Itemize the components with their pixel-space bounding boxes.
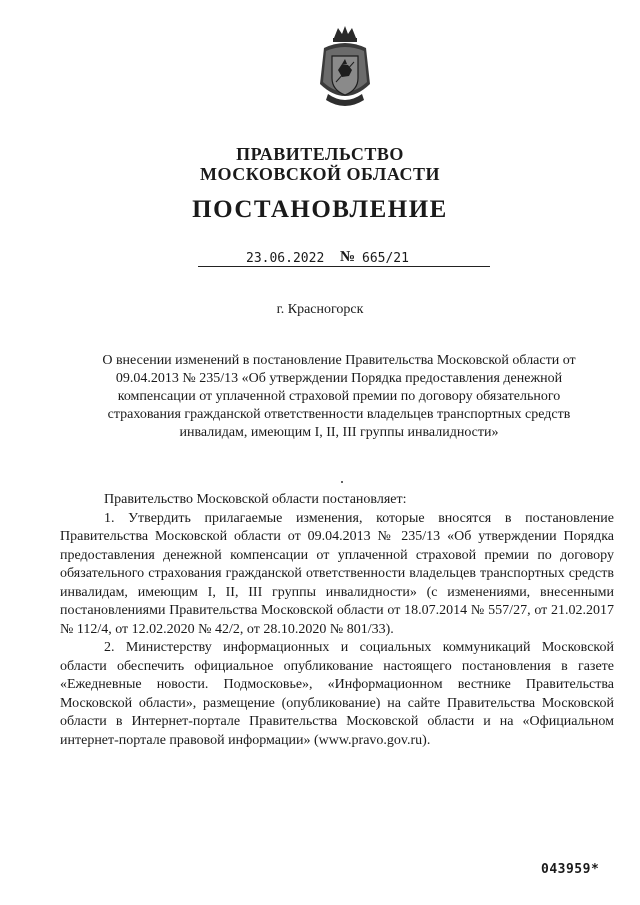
number-sign: № (340, 249, 356, 265)
body-item-1-paragraph: 1. Утвердить прилагаемые изменения, которые вносятся в постановление Правительства Московской области от 09.04.2013 № 235/13 «Об утверждении Порядка предоставления денежной компенсации от уплаченной страховой премии по договору обязательного страхования гражданской ответственности владельцев транспортных средств инвалидам, имеющим I, II, III группы инвалидности» (с изменениями, внесенными постановлениями Правительства Московской области от 18.07.2014 № 557/27, от 21.02.2017 № 112/4, от 12.02.2020 № 42/2, от 28.10.2020 № 801/33). (60, 510, 614, 637)
government-name-line1: ПРАВИТЕЛЬСТВО (236, 144, 404, 164)
document-subject: О внесении изменений в постановление Правительства Московской области от 09.04.2013 № 235/13 «Об утверждении Порядка предоставления денежной компенсации от уплаченной страховой премии по договору обязательного страхования гражданской ответственности владельцев транспортных средств инвалидам, имеющим I, II, III группы инвалидности» (102, 353, 576, 440)
body-intro-paragraph: Правительство Московской области постановляет: (104, 492, 407, 507)
document-number: 665/21 (362, 251, 409, 266)
city-name: г. Красногорск (276, 302, 364, 317)
body-item-2-paragraph: 2. Министерству информационных и социальных коммуникаций Московской области обеспечить официальное опубликование настоящего постановления в газете «Ежедневные новости. Подмосковье», «Информационном вестнике Правительства Московской области», размещение (опубликование) на сайте Правительства Московской области в Интернет-портале Правительства Московской области и на «Официальном интернет-портале правовой информации» (www.pravo.gov.ru). (60, 640, 614, 748)
coat-of-arms-emblem (312, 24, 378, 114)
serial-stamp (541, 862, 599, 877)
government-name-line2: МОСКОВСКОЙ ОБЛАСТИ (200, 164, 440, 184)
stray-mark (341, 481, 343, 483)
document-body (60, 491, 614, 750)
serial-number: 043959 (541, 862, 591, 877)
registration-underline (198, 266, 490, 267)
serial-mark: * (590, 862, 600, 877)
document-date: 23.06.2022 (246, 251, 325, 266)
document-type-title: ПОСТАНОВЛЕНИЕ (192, 196, 448, 223)
